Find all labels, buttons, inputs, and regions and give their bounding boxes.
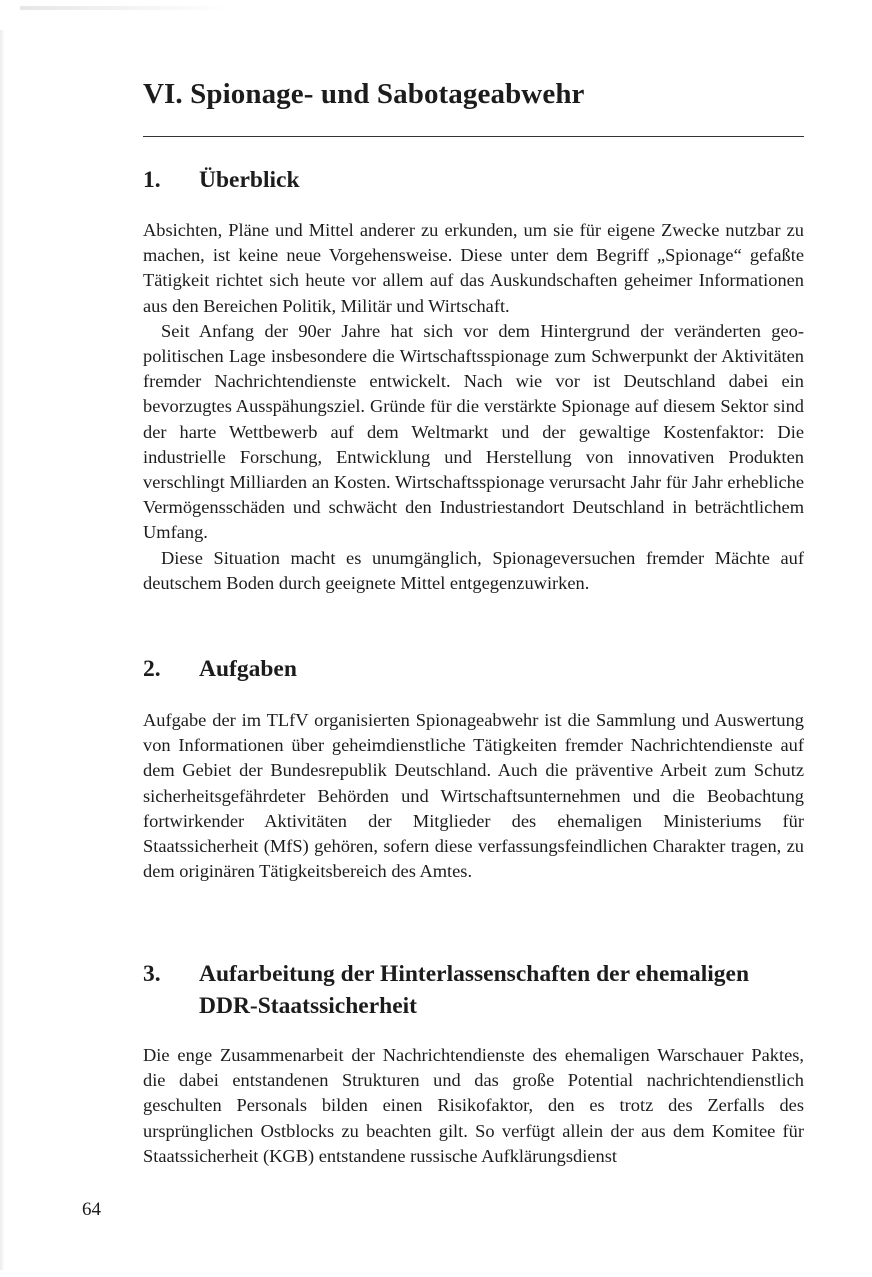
paragraph: Seit Anfang der 90er Jahre hat sich vor dem Hintergrund der veränderten geopolitischen Lage insbesondere die Wirtschaftsspionage zum Schwerpunkt der Aktivitäten fremder Nachrichtendienste entwickelt. Nach wie vor ist Deutschland dabei ein bevorzugtes Ausspähungsziel. Gründe für die verstärkte Spionage auf diesem Sektor sind der harte Wettbewerb auf dem Weltmarkt und der gewaltige Kostenfaktor: Die industrielle Forschung, Entwicklung und Herstellung von innovativen Produkten verschlingt Milliarden an Kosten. Wirtschaftsspionage verursacht Jahr für Jahr erhebliche Vermögensschäden und schwächt den Industriestandort Deutschland in beträchtlichem Umfang. (143, 320, 804, 543)
scan-edge-top (20, 6, 230, 10)
chapter-title: VI. Spionage- und Sabotageabwehr (143, 78, 585, 110)
chapter-divider (143, 136, 804, 137)
paragraph: Absichten, Pläne und Mittel anderer zu erkunden, um sie für eigene Zwecke nutzbar zu machen, ist keine neue Vorgehensweise. Diese unter dem Begriff „Spionage“ gefaßte Tätigkeit richtet sich heute vor allem auf das Auskundschaften geheimer Informationen aus den Bereichen Politik, Militär und Wirtschaft. (143, 220, 804, 316)
section-title: Aufarbeitung der Hinterlassenschaften der ehemaligen DDR-Staatssicherheit (199, 961, 750, 1019)
section-heading-ueberblick (143, 164, 804, 196)
paragraph: Aufgabe der im TLfV organisierten Spionageabwehr ist die Sammlung und Auswertung von Informationen über geheimdienstliche Tätigkeiten fremder Nachrichtendienste auf dem Gebiet der Bundesrepublik Deutschland. Auch die präventive Arbeit zum Schutz sicherheitsgefährdeter Behörden und Wirtschaftsunternehmen und die Beobachtung fortwirkender Aktivitäten der Mitglieder des ehemaligen Ministeriums für Staatssicherheit (MfS) gehören, sofern diese verfassungsfeindlichen Charakter tragen, zu dem originären Tätigkeitsbereich des Amtes. (143, 710, 804, 882)
section-number: 3. (143, 961, 161, 987)
paragraph: Diese Situation macht es unumgänglich, Spionageversuchen fremder Mächte auf deutschem Boden durch geeignete Mittel entgegenzuwirken. (143, 547, 804, 593)
section-number: 1. (143, 167, 161, 193)
section-number: 2. (143, 656, 161, 682)
scan-edge-left (0, 30, 5, 1270)
section-body-ueberblick (143, 218, 804, 596)
section-body-aufgaben (143, 708, 804, 884)
section-heading-aufgaben (143, 653, 804, 685)
section-heading-aufarbeitung (143, 958, 804, 1022)
page-number: 64 (82, 1199, 101, 1220)
section-title: Überblick (199, 167, 300, 193)
section-body-aufarbeitung (143, 1043, 804, 1169)
paragraph: Die enge Zusammenarbeit der Nachrichtendienste des ehemaligen Warschauer Paktes, die dabei entstandenen Strukturen und das große Potential nachrichtendienstlich geschulten Personals bilden einen Risikofaktor, den es trotz des Zerfalls des ursprünglichen Ostblocks zu beachten gilt. So verfügt allein der aus dem Komitee für Staatssicherheit (KGB) entstandene russische Aufklärungsdienst (143, 1045, 804, 1166)
section-title: Aufgaben (199, 656, 297, 682)
